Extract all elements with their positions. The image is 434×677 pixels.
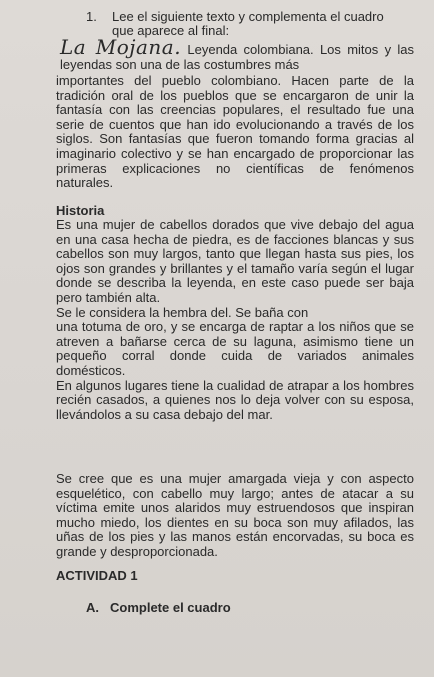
historia-paragraph-3: una totuma de oro, y se encarga de raptar a los niños que se atreven a bañarse cerca de su laguna, asimismo tiene un pequeño corral donde cuida de variados animales domésticos.: [56, 319, 414, 378]
historia-heading: Historia: [56, 203, 105, 218]
instruction-line-1: Lee el siguiente texto y complementa el cuadro: [112, 9, 384, 24]
story-paragraph: [56, 74, 414, 191]
story-title-line: [60, 35, 414, 72]
story-intro: Leyenda colombiana. Los mitos y las leyendas son una de las costumbres más: [60, 42, 414, 72]
historia-paragraph-4: En algunos lugares tiene la cualidad de atrapar a los hombres recién casados, a quienes nos lo deja volver con su esposa, llevándolos a su casa debajo del mar.: [56, 377, 414, 422]
activity-item-text: Complete el cuadro: [110, 600, 231, 615]
historia-paragraph-1: Es una mujer de cabellos dorados que vive debajo del agua en una casa hecha de piedra, es de facciones blancas y sus cabellos son muy largos, tanto que llegan hasta sus pies, los ojos son grandes y brillantes y el tamaño varía según el lugar donde se describa la leyenda, en este caso puede ser baja pero también alta.: [56, 217, 414, 305]
description-section: [56, 472, 414, 560]
story-paragraph-1: importantes del pueblo colombiano. Hacen parte de la tradición oral de los pueblos que se encargaron de unir la fantasía con las creencias populares, el resultado fue una serie de cuentos que han ido evolucionando a través de los siglos. Son fantasías que fueron tomando forma gracias al imaginario colectivo y se han encargado de proporcionar las primeras explicaciones no científicas de fenómenos naturales.: [56, 73, 414, 191]
story-title: La Mojana.: [60, 35, 182, 59]
activity-item-letter: A.: [86, 600, 99, 615]
instruction-line-2: que aparece al final:: [112, 23, 230, 38]
description-paragraph: Se cree que es una mujer amargada vieja y con aspecto esquelético, con cabello muy largo; antes de atacar a su víctima emite unos alaridos muy estruendosos que inspiran mucho miedo, los dientes en su boca son muy afilados, las uñas de los pies y las manos están encorvadas, su boca es grande y desproporcionada.: [56, 471, 414, 559]
historia-paragraph-2: Se le considera la hembra del. Se baña con: [56, 304, 309, 320]
activity-item: [86, 600, 231, 615]
instruction: [86, 10, 416, 38]
historia-section: [56, 218, 414, 422]
instruction-number: 1.: [86, 9, 97, 24]
activity-title: ACTIVIDAD 1: [56, 568, 138, 583]
